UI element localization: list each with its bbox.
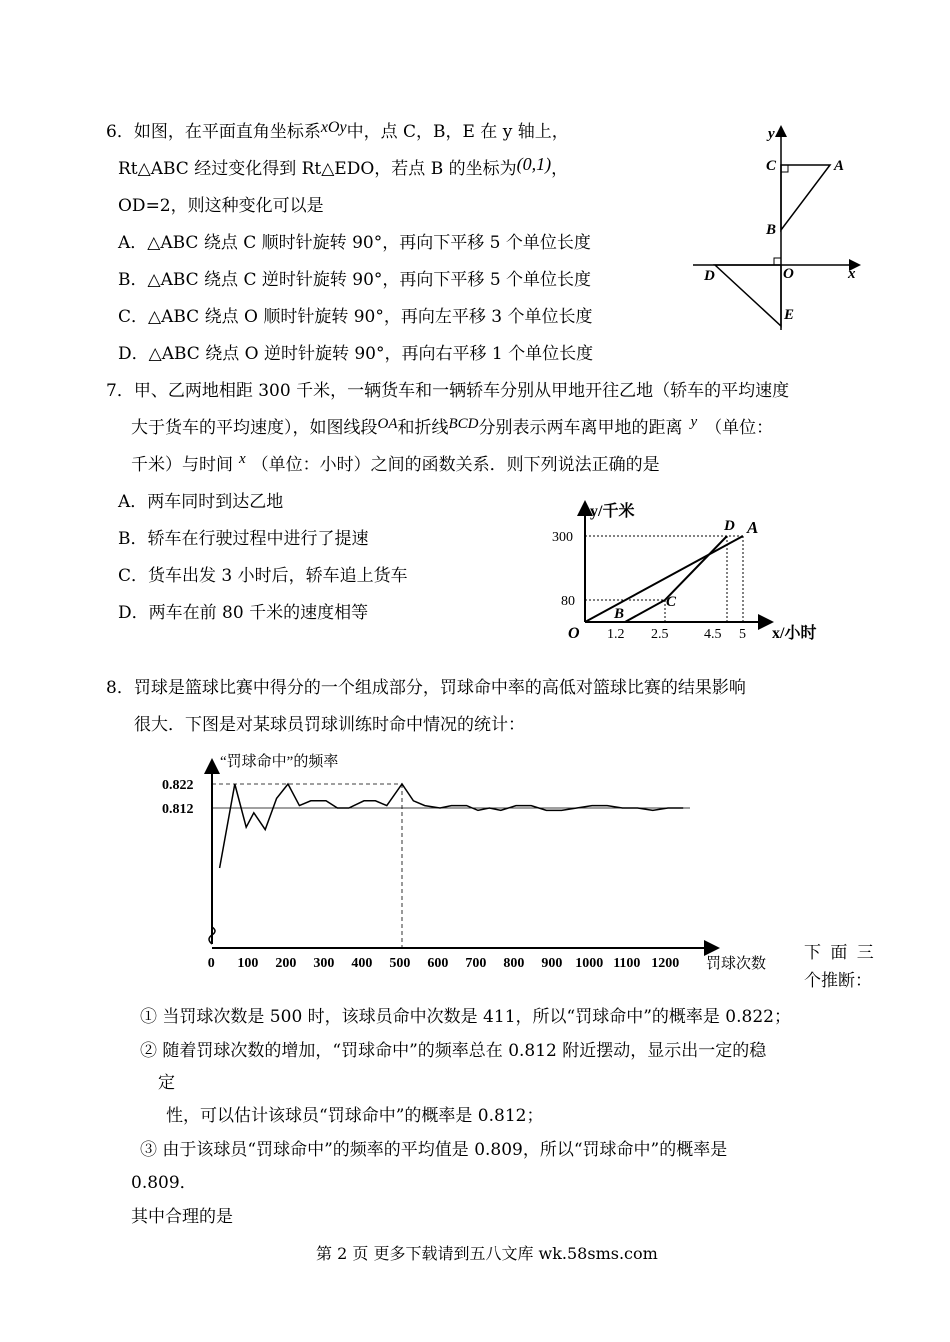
q7-xtick-1-2: 1.2 [607,627,625,642]
q6-option-c: C．△ABC 绕点 O 顺时针旋转 90°，再向左平移 3 个单位长度 [118,307,593,327]
q6-label-d: D [704,268,715,284]
chart-xtick-1200: 1200 [651,956,680,971]
q6-label-c: C [766,158,777,174]
chart-xtick-900: 900 [541,956,563,971]
q7-origin: O [568,625,580,642]
q7-point-b: B [614,606,625,622]
q7-option-c: C．货车出发 3 小时后，轿车追上货车 [118,566,408,586]
q6-point-b: (0,1) [516,154,552,174]
chart-xtick-1000: 1000 [575,956,604,971]
q6-triangle-abc [781,165,830,230]
q8-line-2: 很大．下图是对某球员罚球训练时命中情况的统计： [134,715,525,735]
q8-line-1: 8．罚球是篮球比赛中得分的一个组成部分，罚球命中率的高低对篮球比赛的结果影响 [106,678,746,698]
q6-option-a: A．△ABC 绕点 C 顺时针旋转 90°，再向下平移 5 个单位长度 [118,233,591,253]
chart-ytick-0-812: 0.812 [162,802,194,817]
page-footer: 第 2 页 更多下载请到五八文库 wk.58sms.com [316,1244,658,1263]
q7-var-y: y [690,414,698,430]
chart-xlabel: 罚球次数 [706,956,767,972]
chart-xtick-400: 400 [351,956,373,971]
q7-poly-bcd: BCD [448,416,479,432]
q6-line-2: Rt△ABC 经过变化得到 Rt△EDO，若点 B 的坐标为(0,1)， [118,154,569,179]
q8-inference-1: ① 当罚球次数是 500 时，该球员命中次数是 411，所以“罚球命中”的概率是 0.822； [140,1007,791,1027]
q7-ytick-300: 300 [552,530,573,545]
q7-ylabel: y/千米 [590,503,635,520]
q8-inference-2-wrap: 定 [158,1073,175,1093]
q6-right-angle-o [774,258,781,265]
q6-line-3: OD=2，则这种变化可以是 [118,196,324,216]
q7-point-a: A [747,518,759,537]
q6-label-a: A [834,158,845,174]
chart-xtick-200: 200 [275,956,297,971]
chart-xtick-100: 100 [237,956,259,971]
q6-line-1: 6．如图，在平面直角坐标系xOy中，点 C，B，E 在 y 轴上， [106,119,569,142]
q7-segment-oa [585,536,743,622]
q7-var-x: x [239,451,246,467]
chart-xtick-600: 600 [427,956,449,971]
q8-inference-3: ③ 由于该球员“罚球命中”的频率的平均值是 0.809，所以“罚球命中”的概率是 [140,1140,728,1160]
q7-line-3: 千米）与时间 x （单位：小时）之间的函数关系．则下列说法正确的是 [131,451,660,475]
q8-frequency-chart [150,744,790,976]
chart-ytick-0-822: 0.822 [162,778,194,793]
q7-line-2: 大于货车的平均速度），如图线段OA和折线BCD分别表示两车离甲地的距离 y （单位： [131,414,774,438]
q7-xtick-4-5: 4.5 [704,627,722,642]
q7-option-d: D．两车在前 80 千米的速度相等 [118,603,369,623]
chart-xtick-0: 0 [207,956,215,971]
q8-inference-2: ② 随着罚球次数的增加，“罚球命中”的频率总在 0.812 附近摆动，显示出一定的稳 [140,1041,767,1061]
chart-xtick-700: 700 [465,956,487,971]
q7-xtick-2-5: 2.5 [651,627,669,642]
q6-right-angle-c [781,165,788,172]
q7-seg-oa: OA [377,416,398,432]
q8-after-chart-b: 个推断： [804,971,872,991]
q7-xtick-5: 5 [739,627,746,642]
chart-ylabel: “罚球命中”的频率 [220,754,339,770]
q8-after-chart-a: 下 面 三 [804,943,876,963]
q6-figure [688,118,873,336]
q6-label-x: x [848,266,856,282]
q7-ytick-80: 80 [561,594,575,609]
q7-line-1: 7．甲、乙两地相距 300 千米，一辆货车和一辆轿车分别从甲地开往乙地（轿车的平均速度 [106,381,790,401]
q8-question: 其中合理的是 [131,1207,233,1227]
q7-point-c: C [666,594,677,610]
chart-x-ticks [208,956,679,971]
q7-xlabel: x/小时 [772,625,817,642]
q7-option-b: B．轿车在行驶过程中进行了提速 [118,529,369,549]
q6-triangle-edo [715,265,781,326]
q6-label-b: B [766,222,777,238]
chart-xtick-800: 800 [503,956,525,971]
chart-xtick-500: 500 [389,956,411,971]
q6-label-o: O [783,266,794,282]
q8-inference-2-cont: 性，可以估计该球员“罚球命中”的概率是 0.812； [166,1106,544,1126]
q7-graph [548,496,838,648]
q6-option-b: B．△ABC 绕点 C 逆时针旋转 90°，再向下平移 5 个单位长度 [118,270,592,290]
q8-inference-3-cont: 0.809． [131,1173,197,1193]
q6-option-d: D．△ABC 绕点 O 逆时针旋转 90°，再向右平移 1 个单位长度 [118,344,594,364]
q6-label-y: y [768,126,775,142]
chart-series-line [220,784,684,868]
q7-option-a: A．两车同时到达乙地 [118,492,284,512]
chart-xtick-300: 300 [313,956,335,971]
q7-point-d: D [724,518,735,534]
q6-label-e: E [784,307,795,323]
chart-xtick-1100: 1100 [613,956,641,971]
q6-coord-system: xOy [320,119,347,136]
